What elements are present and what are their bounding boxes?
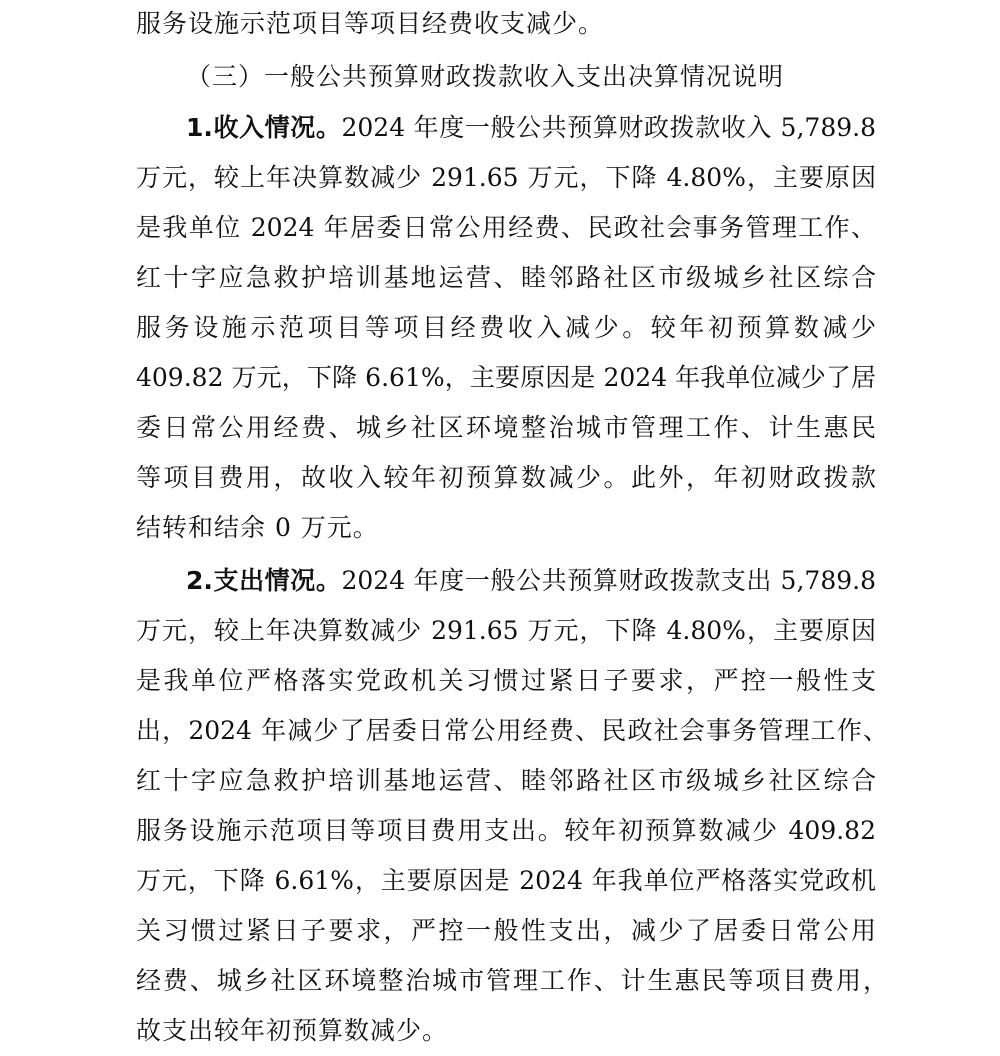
income-line-text: 2024 年度一般公共预算财政拨款收入 5,789.8 — [341, 113, 876, 142]
income-paragraph-line: 是我单位 2024 年居委日常公用经费、民政社会事务管理工作、 — [136, 213, 876, 242]
income-paragraph-line: 委日常公用经费、城乡社区环境整治城市管理工作、计生惠民 — [136, 413, 876, 442]
income-paragraph-line: 409.82 万元，下降 6.61%，主要原因是 2024 年我单位减少了居 — [136, 363, 876, 392]
income-label: 1.收入情况。 — [186, 113, 342, 142]
continuation-line: 服务设施示范项目等项目经费收支减少。 — [136, 9, 605, 38]
income-paragraph-line: 红十字应急救护培训基地运营、睦邻路社区市级城乡社区综合 — [136, 263, 876, 292]
expenditure-paragraph-line: 万元，下降 6.61%，主要原因是 2024 年我单位严格落实党政机 — [136, 866, 876, 895]
expenditure-paragraph-line: 故支出较年初预算数减少。 — [136, 1016, 449, 1045]
income-paragraph-line: 万元，较上年决算数减少 291.65 万元，下降 4.80%，主要原因 — [136, 163, 876, 192]
section-heading: （三）一般公共预算财政拨款收入支出决算情况说明 — [186, 62, 785, 91]
expenditure-paragraph-line-1 — [186, 561, 876, 601]
expenditure-paragraph-line: 红十字应急救护培训基地运营、睦邻路社区市级城乡社区综合 — [136, 766, 876, 795]
expenditure-paragraph-line: 是我单位严格落实党政机关习惯过紧日子要求，严控一般性支 — [136, 666, 876, 695]
expenditure-paragraph-line: 万元，较上年决算数减少 291.65 万元，下降 4.80%，主要原因 — [136, 616, 876, 645]
income-paragraph-line: 服务设施示范项目等项目经费收入减少。较年初预算数减少 — [136, 313, 876, 342]
expenditure-paragraph-line: 出，2024 年减少了居委日常公用经费、民政社会事务管理工作、 — [136, 716, 888, 745]
expenditure-line-text: 2024 年度一般公共预算财政拨款支出 5,789.8 — [341, 566, 876, 595]
expenditure-label: 2.支出情况。 — [186, 566, 342, 595]
income-paragraph-line-1 — [186, 108, 876, 148]
expenditure-paragraph-line: 关习惯过紧日子要求，严控一般性支出，减少了居委日常公用 — [136, 916, 876, 945]
income-paragraph-line: 等项目费用，故收入较年初预算数减少。此外，年初财政拨款 — [136, 463, 876, 492]
expenditure-paragraph-line: 经费、城乡社区环境整治城市管理工作、计生惠民等项目费用， — [136, 966, 888, 995]
expenditure-paragraph-line: 服务设施示范项目等项目费用支出。较年初预算数减少 409.82 — [136, 816, 876, 845]
income-paragraph-line: 结转和结余 0 万元。 — [136, 513, 379, 542]
